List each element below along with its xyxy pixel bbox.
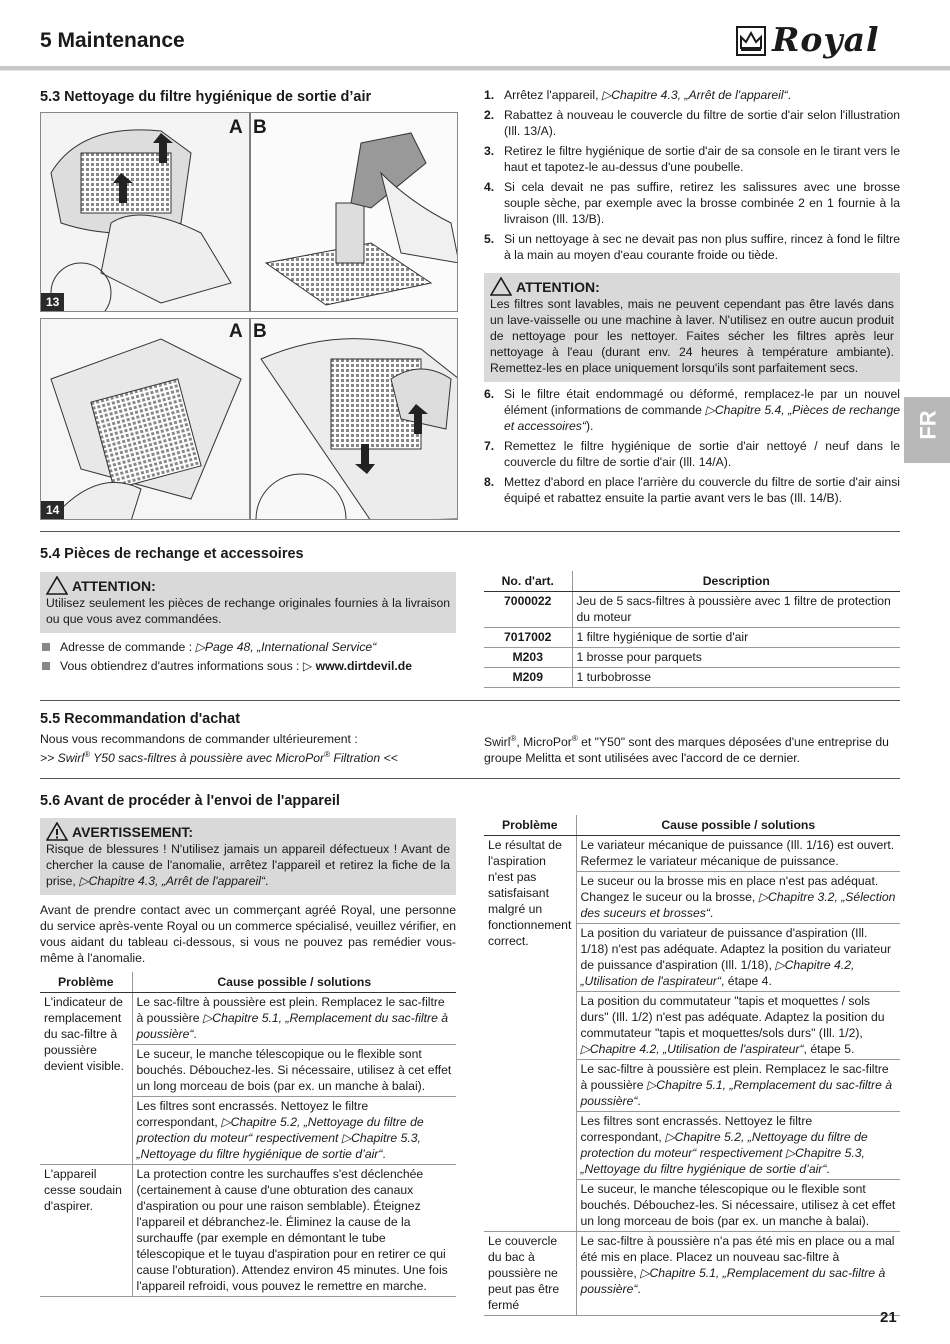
page-number: 21	[880, 1309, 897, 1326]
step-item: 7. Remettez le filtre hygiénique de sortie d'air nettoyé / neuf dans le couvercle du filtre de sortie d'air (Ill. 14/A).	[484, 439, 900, 469]
description-cell: Jeu de 5 sacs-filtres à poussière avec 1 filtre de protection du moteur	[572, 592, 900, 628]
col-header-cause: Cause possible / solutions	[576, 815, 900, 836]
logo-text: Royal	[772, 20, 880, 59]
cause-cell: Le suceur ou la brosse mis en place n'est pas adéquat. Changez le suceur ou la brosse, ▷Chapitre 3.2, „Sélection des suceurs et brosses“.	[576, 872, 900, 924]
figure-14-number: 14	[41, 501, 64, 519]
cause-cell: La position du commutateur "tapis et moquettes / sols durs" (Ill. 1/2) n'est pas adéquate. Adaptez la position du commutateur "tapis et moquettes/sols durs" (Ill. 1/2), ▷Chapitre 4.2, „Utilisation de l'aspirateur“, étape 5.	[576, 992, 900, 1060]
attention-text: Les filtres sont lavables, mais ne peuvent cependant pas être lavés dans un lave-vaisselle ou une machine à laver. N'utilisez en outre aucun produit de nettoyage pour les nettoyer. Faites sécher les filtres après leur nettoyage à l'eau (durant env. 24 heures à température ambiante). Remettez-les en place uniquement lorsqu'ils sont parfaitement secs.	[490, 297, 894, 375]
col-header-problem: Problème	[484, 815, 576, 836]
step-item: 3. Retirez le filtre hygiénique de sortie d'air de sa console en le tirant vers le haut et tapotez-le au-dessus d'une poubelle.	[484, 144, 900, 174]
section-5-5-heading: 5.5 Recommandation d'achat	[40, 711, 241, 727]
royal-logo	[736, 22, 906, 60]
chapter-reference-link[interactable]: ▷Chapitre 4.2, „Utilisation de l'aspirateur“	[580, 1042, 804, 1056]
recommendation-text: Nous vous recommandons de commander ultérieurement : >> Swirl® Y50 sacs-filtres à poussière avec MicroPor® Filtration <<	[40, 732, 398, 766]
table-row	[484, 836, 900, 872]
attention-box-5-3	[484, 273, 900, 382]
step-item: 1. Arrêtez l'appareil, ▷Chapitre 4.3, „Arrêt de l'appareil“.	[484, 88, 792, 102]
attention-header	[46, 576, 450, 595]
problem-cell: L'indicateur de remplacement du sac-filtre à poussière devient visible.	[40, 993, 132, 1165]
table-row	[484, 628, 900, 648]
warning-text: Risque de blessures ! N'utilisez jamais un appareil défectueux ! Avant de chercher la cause de l'anomalie, arrêtez l'appareil et retirez la fiche de la prise, ▷Chapitre 4.3, „Arrêt de l'appareil“.	[46, 842, 450, 888]
section-divider	[40, 531, 900, 532]
article-number-cell: 7000022	[484, 592, 572, 628]
page-title: 5 Maintenance	[40, 29, 185, 52]
warning-icon	[46, 576, 68, 595]
bullet-more-info: Vous obtiendrez d'autres informations sous : ▷ www.dirtdevil.de	[40, 658, 456, 674]
warning-box-5-6	[40, 818, 456, 895]
chapter-reference-link[interactable]: ▷Chapitre 4.3, „Arrêt de l'appareil“	[601, 88, 788, 102]
chapter-reference-link[interactable]: ▷Chapitre 5.1, „Remplacement du sac-filtre à poussière“	[580, 1078, 893, 1108]
order-bullets	[40, 639, 456, 677]
description-cell: 1 turbobrosse	[572, 668, 900, 688]
table-row	[40, 993, 456, 1045]
intro-paragraph: Avant de prendre contact avec un commerçant agréé Royal, une personne du service après-vente Royal ou un commerce spécialisé, veuillez vérifier, en vous aidant du tableau ci-dessous, si vous ne pouvez pas remédier vous-même à l'anomalie.	[40, 903, 456, 965]
step-item: 5. Si un nettoyage à sec ne devait pas non plus suffire, rincez à fond le filtre à la main au moyen d'eau courante froide ou tiède.	[484, 232, 900, 262]
section-5-4-heading: 5.4 Pièces de rechange et accessoires	[40, 546, 304, 562]
table-row	[484, 592, 900, 628]
illustration-13	[40, 112, 458, 312]
cause-cell: La position du variateur de puissance d'aspiration (Ill. 1/18) n'est pas adéquate. Adaptez la position du variateur de puissance d'aspiration (Ill. 1/18), ▷Chapitre 4.2, „Utilisation de l'aspirateur“, étape 4.	[576, 924, 900, 992]
chapter-reference-link[interactable]: ▷Chapitre 5.2, „Nettoyage du filtre de protection du moteur“ respectivement ▷Chapitre 5.3, „Nettoyage du filtre hygiénique de sortie d’air“	[136, 1115, 424, 1161]
warning-header	[46, 822, 450, 841]
cause-cell: Le sac-filtre à poussière est plein. Remplacez le sac-filtre à poussière ▷Chapitre 5.1, „Remplacement du sac-filtre à poussière“.	[576, 1060, 900, 1112]
description-cell: 1 brosse pour parquets	[572, 648, 900, 668]
table-row	[484, 1232, 900, 1316]
chapter-reference-link[interactable]: ▷Chapitre 4.2, „Utilisation de l'aspirateur“	[580, 958, 855, 988]
problem-cell: L'appareil cesse soudain d'aspirer.	[40, 1165, 132, 1297]
figure-14-label-b: B	[253, 321, 267, 342]
table-row	[484, 668, 900, 688]
attention-title: ATTENTION:	[516, 278, 600, 295]
chapter-reference-link[interactable]: ▷Chapitre 4.3, „Arrêt de l'appareil“	[79, 874, 265, 888]
language-tab-fr: FR	[904, 397, 950, 463]
bullet-order-address: Adresse de commande : ▷Page 48, „International Service“	[40, 639, 456, 655]
cause-cell: Les filtres sont encrassés. Nettoyez le filtre correspondant, ▷Chapitre 5.2, „Nettoyage du filtre de protection du moteur“ respectivement ▷Chapitre 5.3, „Nettoyage du filtre hygiénique de sortie d’air“.	[576, 1112, 900, 1180]
table-row	[484, 648, 900, 668]
cause-cell: Le suceur, le manche télescopique ou le flexible sont bouchés. Débouchez-les. Si nécessaire, utilisez à cet effet un long morceau de bois (par ex. un manche à balai).	[576, 1180, 900, 1232]
warning-title: AVERTISSEMENT:	[72, 823, 194, 840]
parts-table	[484, 571, 900, 688]
cause-cell: Le suceur, le manche télescopique ou le flexible sont bouchés. Débouchez-les. Si nécessaire, utilisez à cet effet un long morceau de bois (par ex. un manche à balai).	[132, 1045, 456, 1097]
cause-cell: Le sac-filtre à poussière n'a pas été mis en place ou a mal été mis en place. Placez un nouveau sac-filtre à poussière, ▷Chapitre 5.1, „Remplacement du sac-filtre à poussière“.	[576, 1232, 900, 1316]
step-item: 6. Si le filtre était endommagé ou déformé, remplacez-le par un nouvel élément (informations de commande ▷Chapitre 5.4, „Pièces de rechange et accessoires“).	[484, 387, 900, 433]
figure-13-number: 13	[41, 293, 64, 311]
section-divider	[40, 778, 900, 779]
step-item: 8. Mettez d'abord en place l'arrière du couvercle du filtre de sortie d'air ainsi équipé et rabattez ensuite la partie avant vers le bas (Ill. 14/B).	[484, 475, 900, 505]
page-reference-link[interactable]: ▷Page 48, „International Service“	[195, 640, 377, 654]
col-header-article-no: No. d'art.	[484, 571, 572, 592]
warning-exclamation-icon	[46, 822, 68, 841]
figure-14-label-a: A	[229, 321, 243, 342]
illustration-14	[40, 318, 458, 520]
table-row	[40, 1165, 456, 1297]
col-header-cause: Cause possible / solutions	[132, 972, 456, 993]
chapter-reference-link[interactable]: ▷Chapitre 5.4, „Pièces de rechange et accessoires“	[504, 403, 900, 433]
header-rule-light	[0, 70, 950, 71]
description-cell: 1 filtre hygiénique de sortie d'air	[572, 628, 900, 648]
figure-13-label-b: B	[253, 117, 267, 138]
chapter-reference-link[interactable]: ▷Chapitre 5.1, „Remplacement du sac-filtre à poussière“	[580, 1266, 886, 1296]
troubleshooting-table-left	[40, 972, 456, 1297]
problem-cell: Le couvercle du bac à poussière ne peut pas être fermé	[484, 1232, 576, 1316]
attention-title: ATTENTION:	[72, 577, 156, 594]
attention-box-5-4	[40, 572, 456, 633]
figure-13-label-a: A	[229, 117, 243, 138]
step-item: 2. Rabattez à nouveau le couvercle du filtre de sortie d'air selon l'illustration (Ill. 13/A).	[484, 108, 900, 138]
article-number-cell: M203	[484, 648, 572, 668]
col-header-description: Description	[572, 571, 900, 592]
chapter-reference-link[interactable]: ▷Chapitre 3.2, „Sélection des suceurs et brosses“	[580, 890, 896, 920]
problem-cell: Le résultat de l'aspiration n'est pas satisfaisant malgré un fonctionnement correct.	[484, 836, 576, 1232]
steps-6-8	[484, 386, 900, 510]
col-header-problem: Problème	[40, 972, 132, 993]
article-number-cell: 7017002	[484, 628, 572, 648]
step-item: 4. Si cela devait ne pas suffire, retirez les salissures avec une brosse souple sèche, par exemple avec la brosse combinée 2 en 1 fournie à la livraison (Ill. 13/B).	[484, 180, 900, 226]
cause-cell: La protection contre les surchauffes s'est déclenchée (certainement à cause d'une obturation des canaux d'aspiration ou pour une raison semblable). Éteignez l'appareil et débranchez-le. Éliminez la cause de la surchauffe (par exemple en démontant le tube télescopique et le tuyau d'aspiration pour en retirer ce qui cause l'obturation). Attendez environ 45 minutes. Une fois l'appareil refroidi, vous pouvez le remettre en marche.	[132, 1165, 456, 1297]
warning-icon	[490, 277, 512, 296]
cause-cell: Les filtres sont encrassés. Nettoyez le filtre correspondant, ▷Chapitre 5.2, „Nettoyage du filtre de protection du moteur“ respectivement ▷Chapitre 5.3, „Nettoyage du filtre hygiénique de sortie d’air“.	[132, 1097, 456, 1165]
troubleshooting-table-right	[484, 815, 900, 1316]
chapter-reference-link[interactable]: ▷Chapitre 5.1, „Remplacement du sac-filtre à poussière“	[136, 1011, 449, 1041]
crown-icon	[736, 26, 766, 56]
section-divider	[40, 700, 900, 701]
section-5-3-heading: 5.3 Nettoyage du filtre hygiénique de sortie d’air	[40, 89, 372, 105]
section-5-6-heading: 5.6 Avant de procéder à l'envoi de l'appareil	[40, 793, 340, 809]
article-number-cell: M209	[484, 668, 572, 688]
website-link[interactable]: www.dirtdevil.de	[315, 659, 412, 673]
attention-text: Utilisez seulement les pièces de rechange originales fournies à la livraison ou que vous avez commandées.	[46, 596, 450, 626]
cause-cell: Le variateur mécanique de puissance (Ill. 1/16) est ouvert. Refermez le variateur mécanique de puissance.	[576, 836, 900, 872]
trademark-note: Swirl®, MicroPor® et "Y50" sont des marques déposées d'une entreprise du groupe Melitta et sont utilisées avec l'accord de ce dernier.	[484, 734, 889, 766]
attention-header	[490, 277, 894, 296]
steps-1-5	[484, 87, 900, 267]
chapter-reference-link[interactable]: ▷Chapitre 5.2, „Nettoyage du filtre de protection du moteur“ respectivement ▷Chapitre 5.3, „Nettoyage du filtre hygiénique de sortie d’air“	[580, 1130, 868, 1176]
cause-cell: Le sac-filtre à poussière est plein. Remplacez le sac-filtre à poussière ▷Chapitre 5.1, „Remplacement du sac-filtre à poussière“.	[132, 993, 456, 1045]
